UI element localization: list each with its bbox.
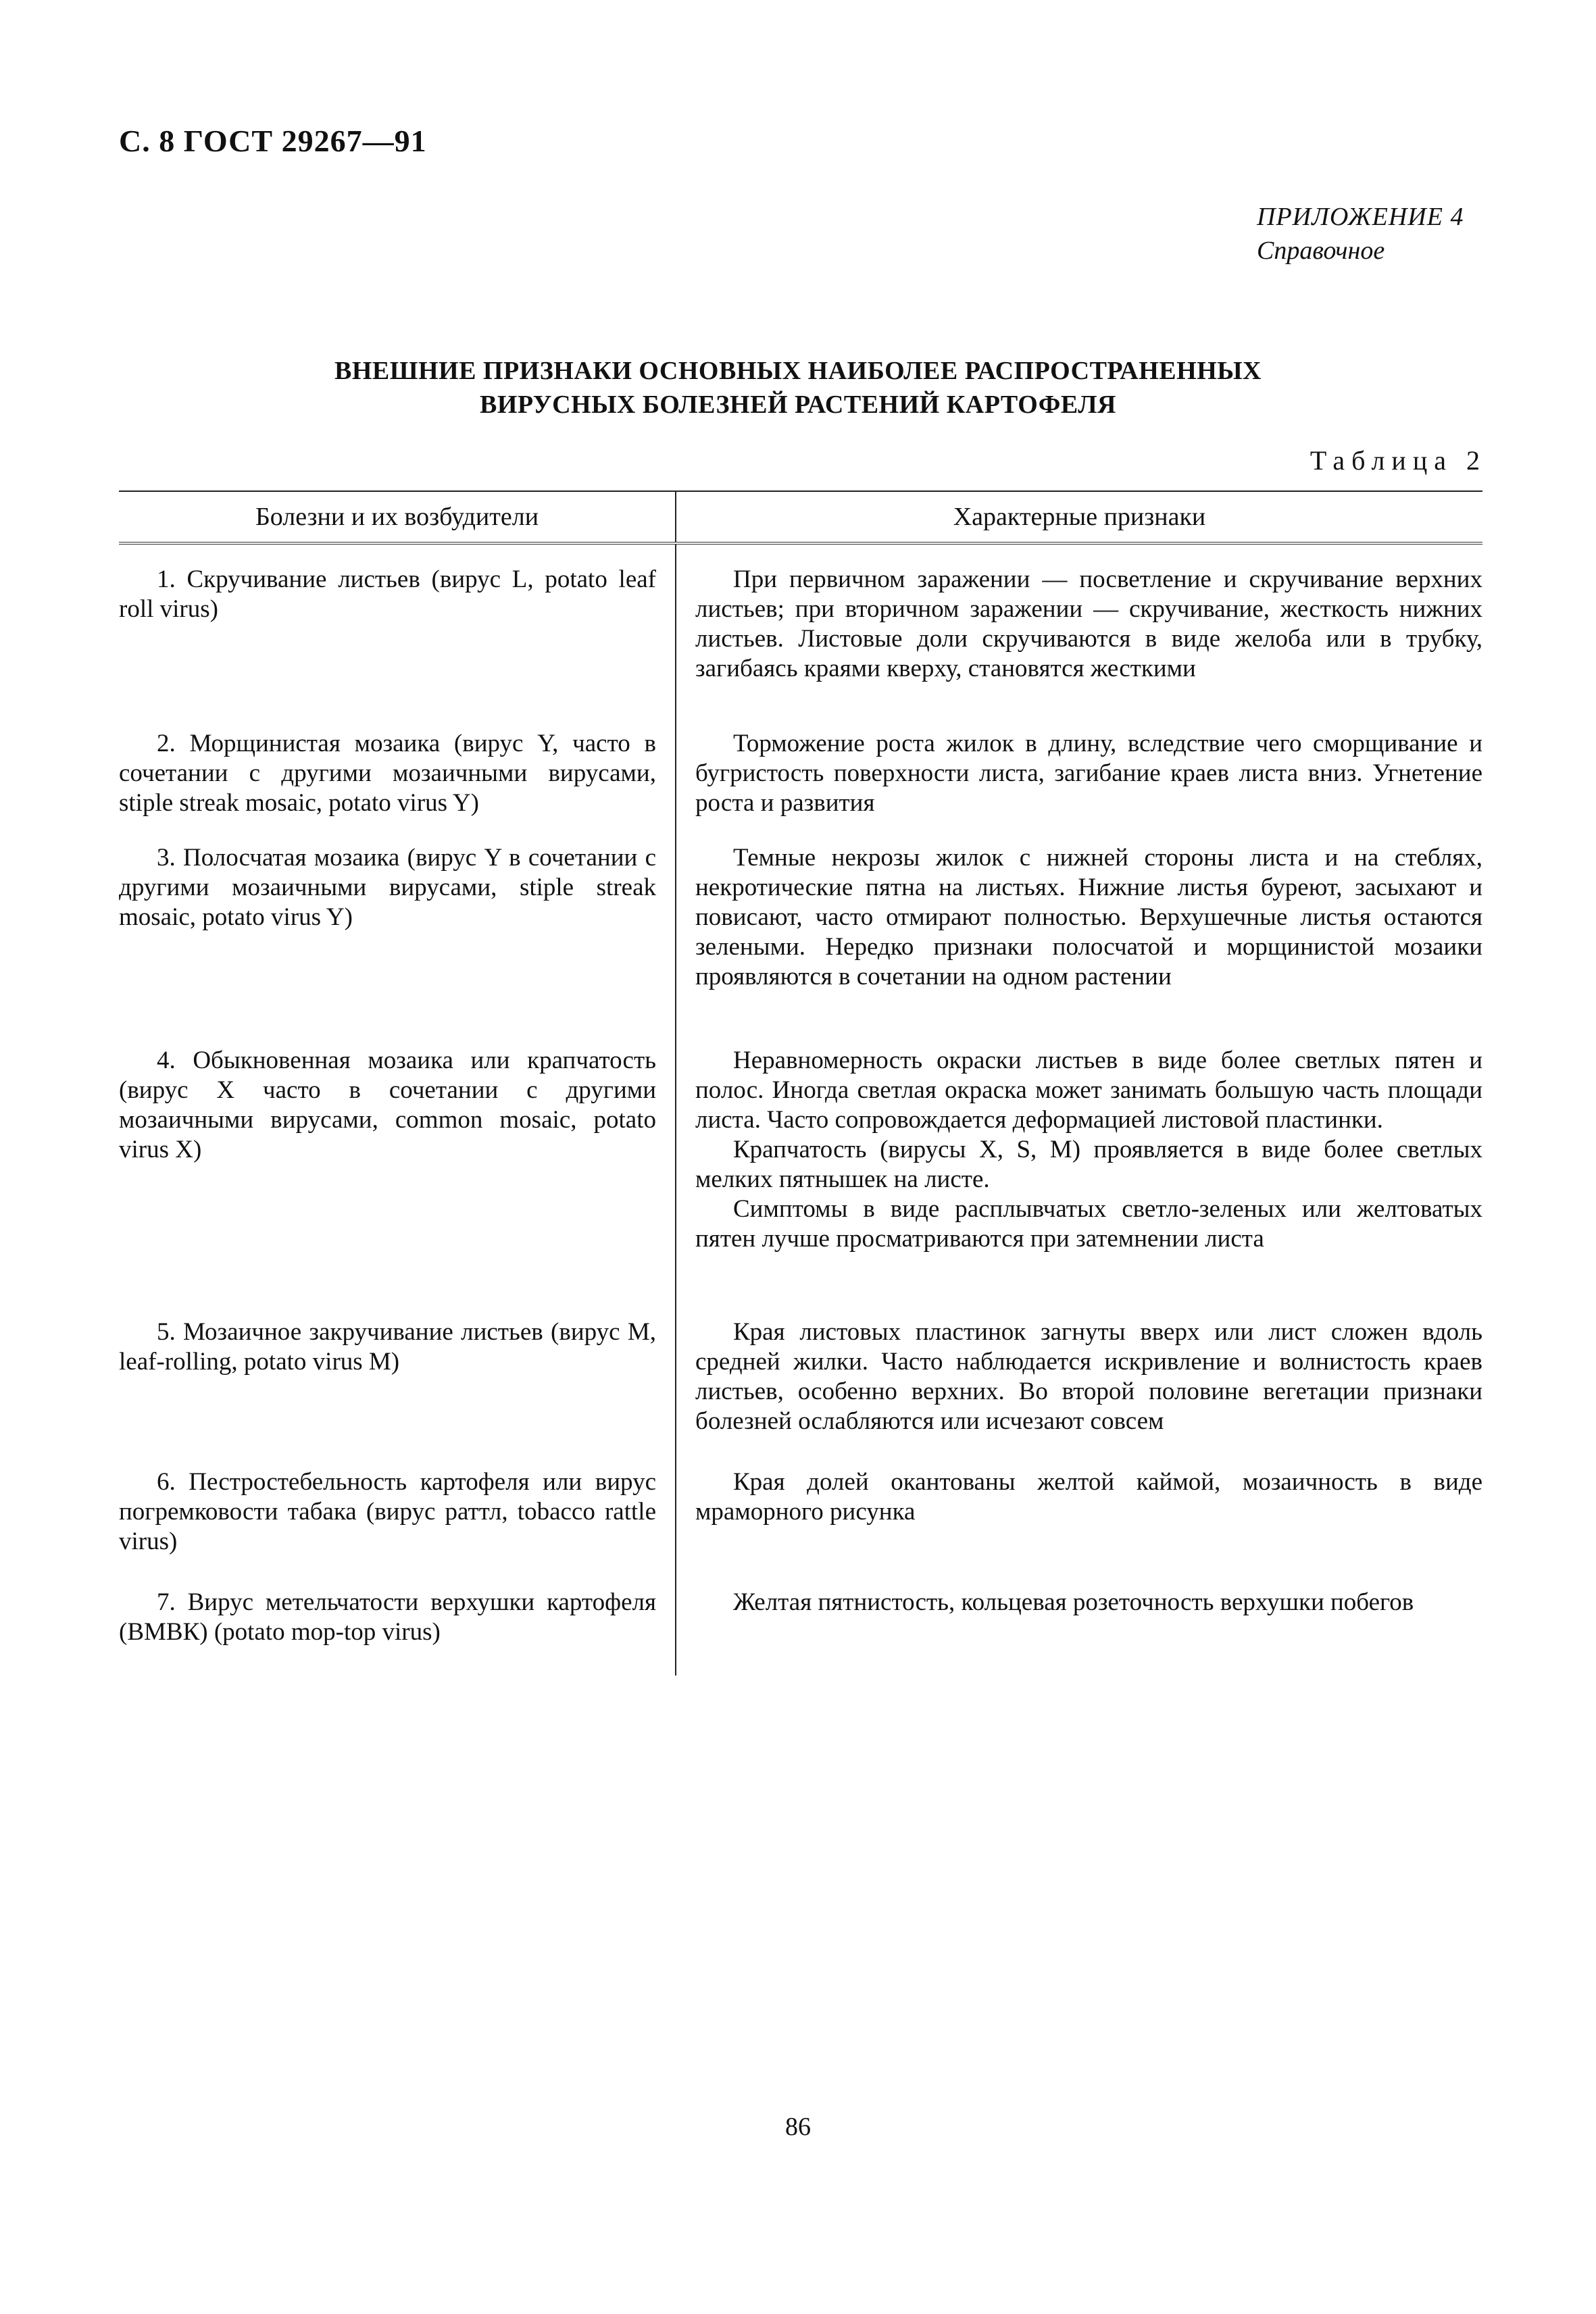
signs-text: Торможение роста жилок в длину, вследствие чего сморщивание и бугристость поверхности листа, загибание краев листа вниз. Угнетение роста и развития <box>695 730 1482 817</box>
table-header-row <box>119 491 1482 543</box>
signs-text: Симптомы в виде расплывчатых светло-зеленых или желтоватых пятен лучше просматриваются при затемнении листа <box>695 1195 1482 1253</box>
signs-cell <box>676 1588 1482 1676</box>
disease-text: 2. Морщинистая мозаика (вирус Y, часто в сочетании с другими мозаичными вирусами, stiple streak mosaic, potato virus Y) <box>119 730 656 817</box>
table-row <box>119 1467 1482 1588</box>
document-title <box>119 354 1477 422</box>
signs-text: Крапчатость (вирусы X, S, M) проявляется в виде более светлых мелких пятнышек на листе. <box>695 1136 1482 1193</box>
header-code: С. 8 ГОСТ 29267—91 <box>119 124 427 158</box>
page-number: 86 <box>785 2113 811 2141</box>
column-header-diseases: Болезни и их возбудители <box>119 491 676 543</box>
table-row <box>119 1317 1482 1467</box>
table-row <box>119 543 1482 729</box>
disease-text: 7. Вирус метельчатости верхушки картофеля (ВМВК) (potato mop-top virus) <box>119 1588 656 1646</box>
disease-text: 3. Полосчатая мозаика (вирус Y в сочетании с другими мозаичными вирусами, stiple streak mosaic, potato virus Y) <box>119 844 656 931</box>
disease-cell <box>119 1046 676 1317</box>
column-header-signs: Характерные признаки <box>676 491 1482 543</box>
table-row <box>119 843 1482 1046</box>
signs-cell <box>676 843 1482 1046</box>
signs-text: При первичном заражении — посветление и скручивание верхних листьев; при вторичном заражении — скручивание, жесткость нижних листьев. Листовые доли скручиваются в виде желоба или в трубку, загибаясь краями кверху, становятся жесткими <box>695 565 1482 682</box>
disease-cell <box>119 543 676 729</box>
signs-text: Края долей окантованы желтой каймой, мозаичность в виде мраморного рисунка <box>695 1468 1482 1526</box>
table-label: Таблица 2 <box>1310 445 1487 476</box>
signs-cell <box>676 1467 1482 1588</box>
signs-text: Темные некрозы жилок с нижней стороны листа и на стеблях, некротические пятна на листьях. Нижние листья буреют, засыхают и повисают, часто отмирают полностью. Верхушечные листья остаются зелеными. Нередко признаки полосчатой и морщинистой мозаики проявляются в сочетании на одном растении <box>695 844 1482 990</box>
disease-cell <box>119 1588 676 1676</box>
disease-text: 5. Мозаичное закручивание листьев (вирус M, leaf-rolling, potato virus M) <box>119 1318 656 1376</box>
document-title-line-2: ВИРУСНЫХ БОЛЕЗНЕЙ РАСТЕНИЙ КАРТОФЕЛЯ <box>480 391 1116 419</box>
appendix-block <box>1257 200 1464 268</box>
signs-text: Неравномерность окраски листьев в виде более светлых пятен и полос. Иногда светлая окраска может занимать большую часть площади листа. Часто сопровождается деформацией листовой пластинки. <box>695 1047 1482 1134</box>
diseases-table <box>119 491 1482 1676</box>
signs-text: Края листовых пластинок загнуты вверх или лист сложен вдоль средней жилки. Часто наблюдается искривление и волнистость краев листьев, особенно верхних. Во второй половине вегетации признаки болезней ослабляются или исчезают совсем <box>695 1318 1482 1435</box>
table-container <box>119 491 1482 1676</box>
signs-cell <box>676 543 1482 729</box>
signs-cell <box>676 1046 1482 1317</box>
table-row <box>119 1046 1482 1317</box>
disease-text: 4. Обыкновенная мозаика или крапчатость (вирус X часто в сочетании с другими мозаичными вирусами, common mosaic, potato virus X) <box>119 1047 656 1163</box>
disease-text: 1. Скручивание листьев (вирус L, potato leaf roll virus) <box>119 565 656 623</box>
appendix-title: ПРИЛОЖЕНИЕ 4 <box>1257 203 1464 231</box>
signs-text: Желтая пятнистость, кольцевая розеточность верхушки побегов <box>733 1588 1414 1616</box>
appendix-subtitle: Справочное <box>1257 236 1385 265</box>
table-row <box>119 1588 1482 1676</box>
disease-text: 6. Пестростебельность картофеля или вирус погремковости табака (вирус раттл, tobacco rattle virus) <box>119 1468 656 1555</box>
signs-cell <box>676 729 1482 843</box>
disease-cell <box>119 1317 676 1467</box>
signs-cell <box>676 1317 1482 1467</box>
disease-cell <box>119 843 676 1046</box>
table-row <box>119 729 1482 843</box>
disease-cell <box>119 1467 676 1588</box>
document-title-line-1: ВНЕШНИЕ ПРИЗНАКИ ОСНОВНЫХ НАИБОЛЕЕ РАСПРОСТРАНЕННЫХ <box>334 357 1262 385</box>
disease-cell <box>119 729 676 843</box>
